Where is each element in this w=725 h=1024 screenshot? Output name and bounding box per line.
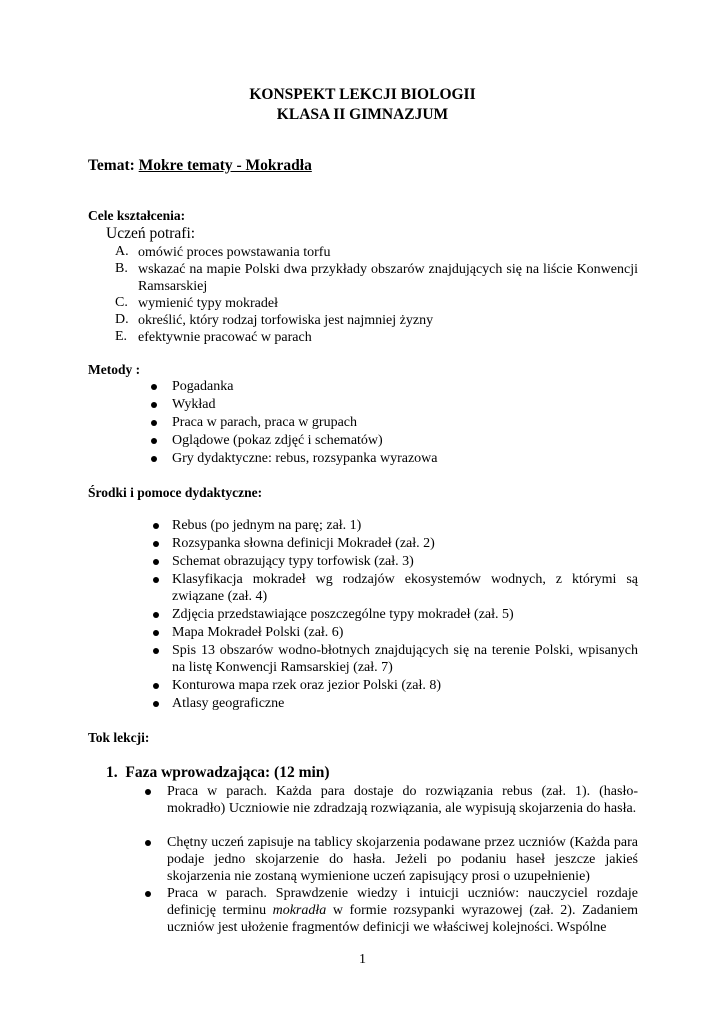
doc-title-line1: KONSPEKT LEKCJI BIOLOGII [249, 86, 476, 103]
bullet-icon [151, 456, 157, 462]
aid-item: Atlasy geograficzne [172, 696, 285, 711]
bullet-icon [151, 438, 157, 444]
method-item: Pogadanka [172, 379, 234, 394]
aid-item: Rozsypanka słowna definicji Mokradeł (zał. 2) [172, 536, 435, 551]
course-item: Praca w parach. Każda para dostaje do rozwiązania rebus (zał. 1). (hasło- mokradło) Uczniowie nie zdradzają rozwiązania, ale wypisują skojarzenia do hasła. [167, 784, 638, 816]
bullet-icon [153, 541, 159, 547]
method-item: Wykład [172, 397, 216, 412]
goal-item: określić, który rodzaj torfowiska jest najmniej żyzny [138, 313, 434, 328]
goals-heading: Cele kształcenia: [88, 208, 186, 223]
bullet-icon [153, 612, 159, 618]
course-item: Chętny uczeń zapisuje na tablicy skojarzenia podawane przez uczniów (Każda para podaje jedno skojarzenie do hasła. Jeżeli po podaniu haseł jeszcze jakieś skojarzenia nie zostaną wymienione uczeń zapisujący prosi o uzupełnienie) [167, 835, 638, 884]
bullet-icon [151, 402, 157, 408]
bullet-icon [153, 701, 159, 707]
aid-item: Klasyfikacja mokradeł wg rodzajów ekosystemów wodnych, z którymi są związane (zał. 4) [172, 572, 638, 604]
bullet-icon [153, 577, 159, 583]
course-item-emphasis: mokradła [272, 903, 327, 918]
bullet-icon [153, 648, 159, 654]
aid-item: Schemat obrazujący typy torfowisk (zał. 3) [172, 554, 414, 569]
bullet-icon [153, 523, 159, 529]
bullet-icon [145, 891, 151, 897]
page-number: 1 [359, 952, 366, 967]
bullet-icon [153, 630, 159, 636]
bullet-icon [153, 683, 159, 689]
aid-item: Zdjęcia przedstawiające poszczególne typy mokradeł (zał. 5) [172, 607, 514, 622]
goal-letter: A. [115, 244, 129, 259]
goal-letter: D. [115, 312, 129, 327]
aid-item: Spis 13 obszarów wodno-błotnych znajdujących się na terenie Polski, wpisanych na listę Konwencji Ramsarskiej (zał. 7) [172, 643, 638, 675]
bullet-icon [151, 384, 157, 390]
method-item: Gry dydaktyczne: rebus, rozsypanka wyrazowa [172, 451, 438, 466]
bullet-icon [145, 840, 151, 846]
method-item: Praca w parach, praca w grupach [172, 415, 358, 430]
methods-heading: Metody : [88, 362, 141, 377]
course-heading: Tok lekcji: [88, 730, 150, 745]
topic-label: Temat: [88, 157, 135, 174]
phase1-title: 1. Faza wprowadzająca: (12 min) [106, 764, 330, 781]
goals-intro: Uczeń potrafi: [106, 225, 196, 242]
goal-item: wymienić typy mokradeł [138, 296, 278, 311]
topic-line [88, 157, 312, 175]
course-item-text: w formie rozsypanki wyrazowej (zał. 2). Zadaniem uczniów jest ułożenie fragmentów definicji we właściwej kolejności. Wspólne [167, 903, 638, 935]
goal-letter: B. [115, 261, 128, 276]
doc-title-line2: KLASA II GIMNAZJUM [276, 106, 449, 123]
aids-heading: Środki i pomoce dydaktyczne: [88, 485, 263, 500]
goal-item: omówić proces powstawania torfu [138, 245, 331, 260]
goal-letter: C. [115, 295, 128, 310]
aid-item: Konturowa mapa rzek oraz jezior Polski (zał. 8) [172, 678, 442, 693]
topic-title: Mokre tematy - Mokradła [138, 157, 312, 174]
goal-item: wskazać na mapie Polski dwa przykłady obszarów znajdujących się na liście Konwencji Ramsarskiej [138, 262, 638, 294]
bullet-icon [153, 559, 159, 565]
method-item: Oglądowe (pokaz zdjęć i schematów) [172, 433, 383, 448]
aid-item: Mapa Mokradeł Polski (zał. 6) [172, 625, 344, 640]
goal-item: efektywnie pracować w parach [138, 330, 312, 345]
bullet-icon [151, 420, 157, 426]
bullet-icon [145, 789, 151, 795]
aid-item: Rebus (po jednym na parę; zał. 1) [172, 518, 362, 533]
course-item [167, 885, 638, 936]
goal-letter: E. [115, 329, 128, 344]
course-item-text: Praca w parach. Sprawdzenie wiedzy i intuicji uczniów: nauczyciel rozdaje definicję terminu [167, 886, 638, 918]
